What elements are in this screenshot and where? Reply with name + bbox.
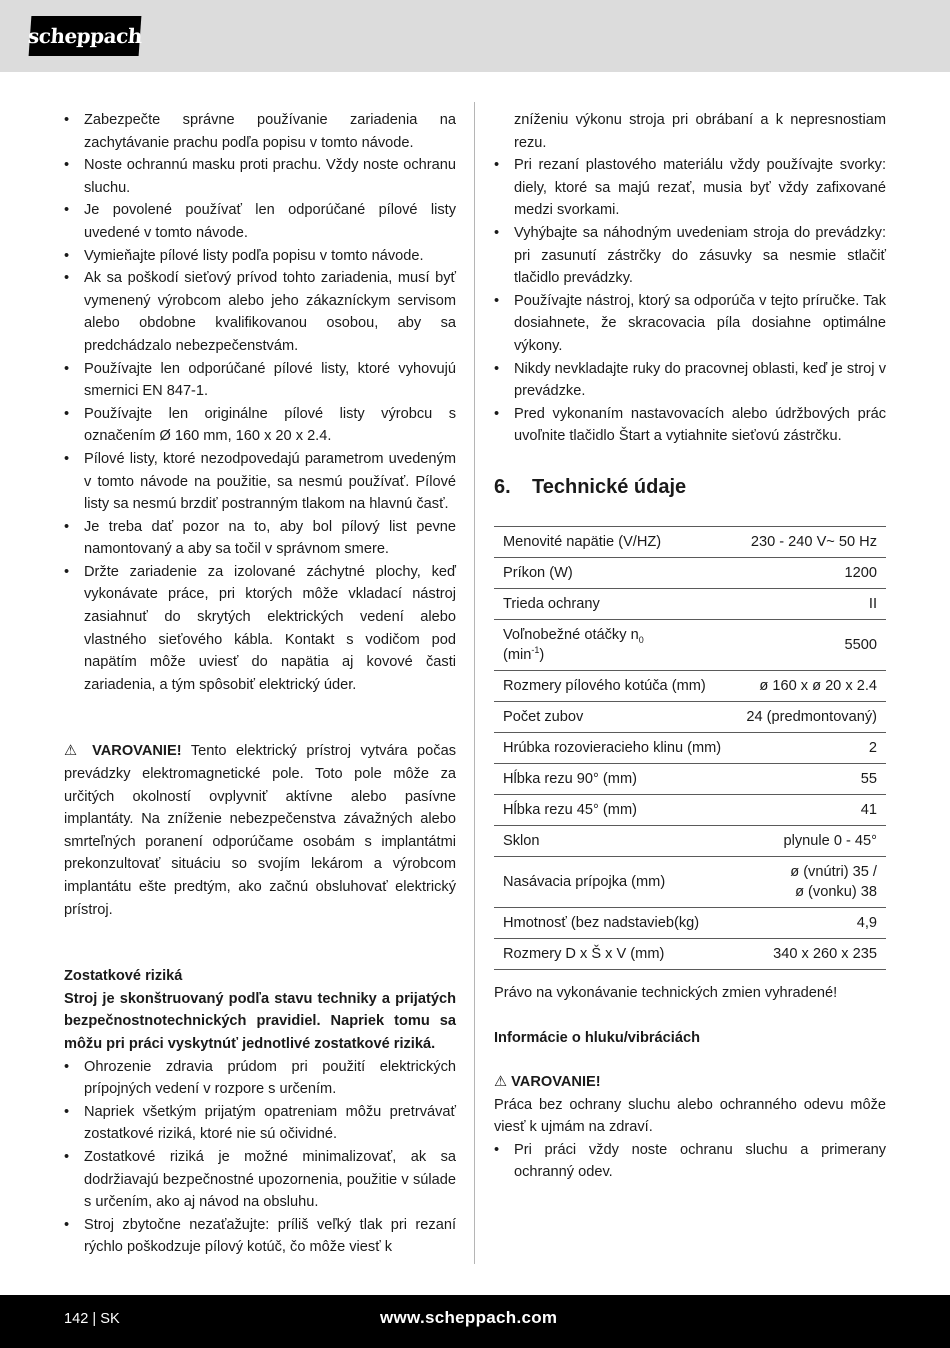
table-row [494,794,886,825]
list-item: • Pri práci vždy noste ochranu sluchu a primerany ochranný odev. [494,1139,886,1184]
list-item: • Používajte nástroj, ktorý sa odporúča v tejto príručke. Tak dosiahnete, že skracovacia píla dosiahne optimálne výkony. [494,290,886,358]
header-band [0,0,950,72]
spec-label: Nasávacia prípojka (mm) [494,856,735,907]
spec-label: Príkon (W) [494,557,735,588]
spec-label: Menovité napätie (V/HZ) [494,526,735,557]
spec-value: ø 160 x ø 20 x 2.4 [735,670,886,701]
scheppach-logo: scheppach [29,16,142,56]
list-item: • Napriek všetkým prijatým opatreniam môžu pretrvávať zostatkové riziká, ktoré nie sú očividné. [64,1101,456,1146]
noise-warning-heading [494,1071,886,1094]
spec-value: 24 (predmontovaný) [735,701,886,732]
list-item: • Stroj zbytočne nezaťažujte: príliš veľký tlak pri rezaní rýchlo poškodzuje pílový kotúč, čo môže viesť k [64,1214,456,1259]
spec-label: Sklon [494,825,735,856]
residual-risks-title: Zostatkové riziká [64,968,183,985]
warning-triangle-icon: ⚠ [64,743,83,760]
spec-value: 2 [735,732,886,763]
noise-bullets [494,1139,886,1184]
spec-value: ø (vnútri) 35 / ø (vonku) 38 [735,856,886,907]
table-row [494,588,886,619]
noise-warning-text: Práca bez ochrany sluchu alebo ochranného odevu môže viesť k ujmám na zdraví. [494,1096,886,1136]
table-row [494,938,886,969]
list-item: • Ak sa poškodí sieťový prívod tohto zariadenia, musí byť vymenený výrobcom alebo jeho zákazníckym servisom alebo obdobne kvalifikovanou osobou, aby sa predchádzalo nebezpečenstvám. [64,267,456,357]
list-item: • Pri rezaní plastového materiálu vždy používajte svorky: diely, ktoré sa majú rezať, musia byť vždy zafixované medzi svorkami. [494,154,886,222]
list-item: • Ohrozenie zdravia prúdom pri použití elektrických prípojných vedení v rozpore s určením. [64,1056,456,1101]
footer [0,1295,950,1348]
usage-bullets [494,154,886,448]
table-row [494,763,886,794]
list-item: • Je povolené používať len odporúčané pílové listy uvedené v tomto návode. [64,199,456,244]
emf-warning [64,740,456,921]
website-link[interactable]: www.scheppach.com [380,1308,558,1327]
spec-value: 55 [735,763,886,794]
warning-label: VAROVANIE! [92,743,182,760]
warning-label: VAROVANIE! [511,1074,601,1091]
list-item: • Pred vykonaním nastavovacích alebo údržbových prác uvoľnite tlačidlo Štart a vytiahnite sieťovú zástrčku. [494,403,886,448]
spec-value: 340 x 260 x 235 [735,938,886,969]
spec-label: Hmotnosť (bez nadstavieb(kg) [494,907,735,938]
spec-label: Hĺbka rezu 45° (mm) [494,794,735,825]
warning-triangle-icon: ⚠ [494,1074,508,1091]
spec-value: II [735,588,886,619]
warning-text: Tento elektrický prístroj vytvára počas prevádzky elektromagnetické pole. Toto pole môže za určitých okolností ovplyvniť aktívne alebo pasívne implantáty. Na zníženie nebezpečenstva závažných alebo smrteľných poranení odporúčame osobám s implantátmi prekonzultovať situáciu so svojím lekárom a výrobcom implantátu ešte predtým, ako začnú obsluhovať elektrický prístroj. [64,743,456,918]
list-item: • Je treba dať pozor na to, aby bol pílový list pevne namontovaný a aby sa točil v správnom smere. [64,516,456,561]
noise-title: Informácie o hluku/vibráciách [494,1029,700,1046]
residual-risks-intro: Stroj je skonštruovaný podľa stavu techniky a prijatých bezpečnostnotechnických pravidiel. Napriek tomu sa môžu pri práci vyskytnúť jednotlivé zostatkové riziká. [64,990,456,1052]
list-item: • Používajte len odporúčané pílové listy, ktoré vyhovujú smernici EN 847-1. [64,358,456,403]
rights-note: Právo na vykonávanie technických zmien vyhradené! [494,984,838,1001]
right-column [494,109,886,1184]
table-row [494,856,886,907]
spec-label: Trieda ochrany [494,588,735,619]
table-row [494,732,886,763]
spec-value: 4,9 [735,907,886,938]
table-row [494,907,886,938]
section-number: 6. [494,475,511,498]
list-item: • Nikdy nevkladajte ruky do pracovnej oblasti, keď je stroj v prevádzke. [494,358,886,403]
spec-value: 1200 [735,557,886,588]
table-row [494,526,886,557]
list-item: • Zostatkové riziká je možné minimalizovať, ak sa dodržiavajú bezpečnostné upozornenia, použitie v súlade s určením, ako aj návod na obsluhu. [64,1146,456,1214]
list-item: • Používajte len originálne pílové listy výrobcu s označením Ø 160 mm, 160 x 20 x 2.4. [64,403,456,448]
column-divider [474,102,475,1264]
list-item: • Pílové listy, ktoré nezodpovedajú parametrom uvedeným v tomto návode na použitie, sa nesmú používať. Pílové listy sa nesmú brzdiť postranným tlakom na hlavnú časť. [64,448,456,516]
spec-table [494,526,886,970]
spec-value: 230 - 240 V~ 50 Hz [735,526,886,557]
left-column [64,109,456,1259]
list-item: • Vyhýbajte sa náhodným uvedeniam stroja do prevádzky: pri zasunutí zástrčky do zásuvky sa nesmie stlačiť tlačidlo prevádzky. [494,222,886,290]
table-row [494,670,886,701]
spec-value: plynule 0 - 45° [735,825,886,856]
table-row [494,701,886,732]
spec-value: 5500 [735,619,886,670]
section-heading [494,474,886,500]
table-row [494,825,886,856]
spec-value: 41 [735,794,886,825]
list-item: • Noste ochrannú masku proti prachu. Vždy noste ochranu sluchu. [64,154,456,199]
table-row [494,619,886,670]
page-number: 142 | SK [64,1311,120,1327]
list-item: • Zabezpečte správne používanie zariadenia na zachytávanie prachu podľa popisu v tomto návode. [64,109,456,154]
section-title: Technické údaje [532,475,687,498]
list-item: • Držte zariadenie za izolované záchytné plochy, keď vykonávate práce, pri ktorých môže vkladací nástroj zasiahnuť do skrytých elektrických vedení alebo vlastného sieťového kábla. Kontakt s vodičom pod napätím môže uviesť do napätia aj kovové časti zariadenia, a tým spôsobiť elektrický úder. [64,561,456,697]
list-item: • Vymieňajte pílové listy podľa popisu v tomto návode. [64,245,456,268]
spec-label: Hĺbka rezu 90° (mm) [494,763,735,794]
table-row [494,557,886,588]
spec-label: Rozmery D x Š x V (mm) [494,938,735,969]
spec-label: Počet zubov [494,701,735,732]
safety-bullets [64,109,456,696]
spec-label: Voľnobežné otáčky $n_0$ $(\min^{-1})$ [494,619,735,670]
residual-bullets [64,1056,456,1259]
continued-text: zníženiu výkonu stroja pri obrábaní a k nepresnostiam rezu. [514,112,886,151]
spec-label: Rozmery pílového kotúča (mm) [494,670,735,701]
spec-label: Hrúbka rozovieracieho klinu (mm) [494,732,735,763]
